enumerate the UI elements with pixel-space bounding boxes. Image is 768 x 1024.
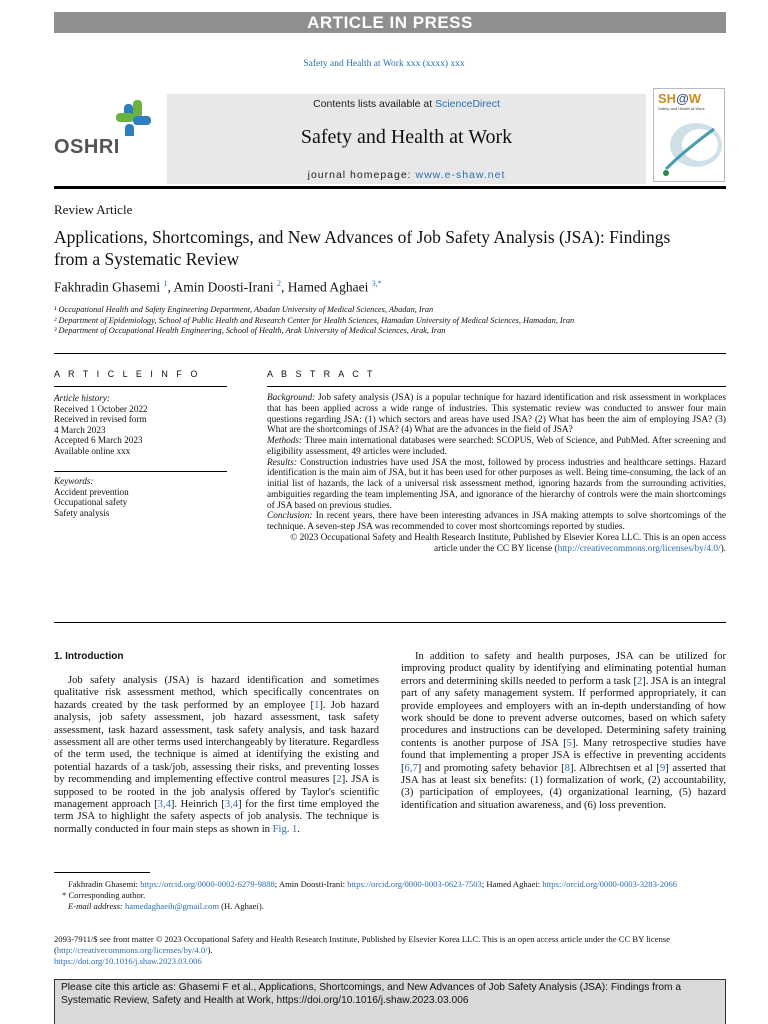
- intro-paragraph-right: [401, 651, 726, 812]
- footnotes: [54, 879, 726, 912]
- license-link[interactable]: http://creativecommons.org/licenses/by/4.0/: [557, 543, 721, 554]
- issn-license-link[interactable]: http://creativecommons.org/licenses/by/4.0/: [56, 945, 208, 955]
- cover-title-w: W: [688, 91, 702, 106]
- cover-title: [658, 91, 701, 106]
- abstract-methods: [267, 436, 726, 458]
- citation-link[interactable]: 9: [659, 762, 666, 774]
- section-heading-introduction: 1. Introduction: [54, 651, 124, 662]
- intro-text: ]. Heinrich [: [170, 799, 225, 811]
- homepage-line: [167, 169, 646, 181]
- orcid-link[interactable]: https://orcid.org/0000-0003-0623-7503: [347, 879, 482, 889]
- affiliations: [54, 305, 726, 337]
- affiliation: ² Department of Epidemiology, School of Public Health and Research Center for Health Sciences, Hamadan University of Medical Sciences, Hamadan, Iran: [54, 315, 575, 325]
- oshri-cross-icon: [54, 86, 164, 136]
- orcid-label: Fakhradin Ghasemi:: [68, 879, 141, 889]
- article-type: Review Article: [54, 202, 133, 217]
- author-affiliation-marker[interactable]: 3,*: [371, 279, 382, 288]
- homepage-prefix: journal homepage:: [307, 169, 416, 181]
- issn-text: 2093-7911/$ see front matter © 2023 Occupational Safety and Health Research Institute, Published by Elsevier Korea LLC. This is an open access article under the CC BY license (: [54, 934, 670, 955]
- methods-label: Methods:: [267, 436, 303, 446]
- article-in-press-banner: ARTICLE IN PRESS: [54, 12, 726, 33]
- intro-text: ]. Many retrospective studies have found that implementing a proper JSA is effective in preventing accidents [: [401, 737, 727, 774]
- cover-title-sh: SH: [658, 91, 677, 106]
- intro-text: ] for the first time employed the term JSA to highlight the safety aspects of job analysis. The technique is normally conducted in four main steps as shown in: [54, 799, 379, 835]
- orcid-label: ; Amin Doosti-Irani:: [274, 879, 348, 889]
- intro-text: ]. Job hazard analysis, job safety assessment, job hazard assessment, task safety assessment, task hazard assessment, task safety analysis, and task hazard assessment all are other terms used interchangeably by literature. Regardless of the term used, the technique is aimed at identifying the existing and potential hazards of a task/job, assessing their risks, and preventing losses by recommending and implementing effective control measures [: [54, 699, 379, 786]
- paper-title: Applications, Shortcomings, and New Advances of Job Safety Analysis (JSA): Findings from a Systematic Review: [54, 227, 671, 269]
- history-item: 4 March 2023: [54, 424, 106, 435]
- abstract-conclusion: [267, 511, 726, 533]
- author-affiliation-marker[interactable]: 1: [163, 279, 168, 288]
- orcid-label: ; Hamed Aghaei:: [481, 879, 543, 889]
- history-label: Article history:: [54, 393, 110, 403]
- email-line: [54, 901, 726, 912]
- keywords-label: Keywords:: [54, 476, 94, 486]
- masthead-divider: [54, 186, 726, 189]
- intro-text: Job safety analysis (JSA) is hazard identification and sometimes qualitative risk assessment method, which specifically concentrates on hazards created by the task performed by an employee [: [54, 675, 379, 711]
- conclusion-text: In recent years, there have been interesting advances in JSA making attempts to solve shortcomings of the technique. A seven-step JSA was recommended to cover most shortcomings reported by studies.: [267, 511, 726, 532]
- abstract-rule: [267, 386, 726, 387]
- sciencedirect-link[interactable]: ScienceDirect: [435, 98, 500, 110]
- intro-text: .: [297, 823, 300, 835]
- citation-link[interactable]: 5: [566, 737, 572, 749]
- background-text: Job safety analysis (JSA) is a popular technique for hazard identification and risk assessment in workplaces that has been applied across a wide range of industries. This systematic review was conducted to answer four main questions regarding JSA: (1) which sectors and areas have used JSA? (2) What has been the aim of employing JSA? (3) What are the shortcomings of JSA? (4) What are the advances in the field of JSA?: [267, 393, 726, 436]
- body-divider: [54, 622, 726, 623]
- front-matter-divider: [54, 353, 726, 354]
- conclusion-label: Conclusion:: [267, 511, 313, 522]
- affiliation: ³ Department of Occupational Health Engineering, School of Health, Arak University of Medical Sciences, Arak, Iran: [54, 326, 446, 335]
- abstract-body: [267, 393, 726, 554]
- figure-link[interactable]: Fig. 1: [272, 823, 298, 835]
- background-label: Background:: [267, 393, 316, 403]
- cite-this-article-box: Please cite this article as: Ghasemi F et al., Applications, Shortcomings, and New Advances of Job Safety Analysis (JSA): Findings from a Systematic Review, Safety and Health at Work, https://doi.org/10.1016/j.shaw.2023.03.006: [54, 979, 726, 1024]
- author-list: Fakhradin Ghasemi $^1$, Amin Doosti-Irani $^2$, Hamed Aghaei $^{3,*}$: [54, 279, 382, 295]
- keyword: Occupational safety: [54, 497, 128, 507]
- cover-subtitle: Safety and Health at Work: [658, 106, 705, 111]
- history-item: Available online xxx: [54, 445, 131, 456]
- history-item: Accepted 6 March 2023: [54, 435, 143, 445]
- journal-citation-link[interactable]: Safety and Health at Work xxx (xxxx) xxx: [303, 59, 465, 69]
- keywords: [54, 476, 227, 518]
- contents-line: [167, 98, 646, 110]
- keyword: Safety analysis: [54, 507, 110, 518]
- history-item: Received 1 October 2022: [54, 403, 148, 414]
- abstract-heading: A B S T R A C T: [267, 369, 376, 379]
- email-label: E-mail address:: [68, 901, 125, 911]
- citation-link[interactable]: 2: [336, 774, 342, 786]
- article-history: [54, 393, 227, 456]
- journal-title: Safety and Health at Work: [300, 126, 513, 148]
- copyright-end: ).: [720, 543, 726, 554]
- journal-masthead: [54, 88, 726, 184]
- author-affiliation-marker[interactable]: 2: [277, 279, 281, 288]
- author-name: Fakhradin Ghasemi: [54, 279, 161, 295]
- intro-text: ]. JSA is an integral part of any safety management system. If performed appropriately, it can provide employees and employers with an in-depth understanding of how work should be done to prevent adverse outcomes, based on which safety procedures and instructions can be developed. Determining safety training contents is another purpose of JSA [: [401, 675, 726, 749]
- intro-text: ]. Albrechtsen et al [: [569, 762, 660, 774]
- orcid-link[interactable]: https://orcid.org/0000-0002-6279-9888: [140, 879, 275, 889]
- keyword: Accident prevention: [54, 486, 129, 497]
- methods-text: Three main international databases were searched: SCOPUS, Web of Science, and PubMed. After screening and eligibility assessment, 49 articles were included.: [267, 436, 726, 457]
- citation-link[interactable]: 3,4: [224, 799, 239, 811]
- email-suffix: (H. Aghaei).: [219, 901, 264, 911]
- intro-text: ] asserted that JSA has at least six benefits: (1) formalization of work, (2) accountability, (3) participation of employees, (4) organizational learning, (5) hazard identification and situation awareness, and (6) loss prevention.: [401, 762, 726, 811]
- intro-text: ] and promoting safety behavior [: [417, 762, 565, 774]
- issn-line: [54, 934, 726, 956]
- email-link[interactable]: hamedaghaeih@gmail.com: [124, 901, 220, 911]
- citation-link[interactable]: 2: [637, 675, 643, 687]
- citation-link[interactable]: 8: [564, 762, 570, 774]
- citation-link[interactable]: 6,7: [404, 762, 418, 774]
- doi-link[interactable]: https://doi.org/10.1016/j.shaw.2023.03.006: [54, 956, 202, 966]
- oshri-logo[interactable]: [54, 112, 164, 162]
- oshri-logo-text: OSHRI: [54, 136, 120, 158]
- article-info-heading: A R T I C L E I N F O: [54, 369, 201, 379]
- history-item: Received in revised form: [54, 414, 147, 424]
- abstract-background: [267, 393, 726, 436]
- issn-end: ).: [207, 945, 213, 955]
- contents-prefix: Contents lists available at: [313, 98, 436, 110]
- corresponding-author-note: * Corresponding author.: [62, 890, 146, 900]
- abstract-results: [267, 458, 726, 512]
- abstract-copyright: [267, 533, 726, 555]
- journal-header-box: [167, 94, 646, 184]
- affiliation: ¹ Occupational Health and Safety Engineering Department, Abadan University of Medical Sciences, Abadan, Iran: [54, 305, 434, 314]
- cover-swirl-graphic: [654, 111, 724, 181]
- author-name: Amin Doosti-Irani: [173, 279, 274, 295]
- copyright-text: © 2023 Occupational Safety and Health Research Institute, Published by Elsevier Korea LLC. This is an open access article under the CC BY license (: [290, 532, 726, 554]
- intro-text: In addition to safety and health purposes, JSA can be utilized for improving product quality by identifying and eliminating potential human errors and determining skills needed to perform a task [: [401, 651, 726, 687]
- citation-link[interactable]: 1: [314, 699, 320, 711]
- homepage-link[interactable]: www.e-shaw.net: [415, 169, 506, 181]
- keywords-rule: [54, 471, 227, 472]
- article-info-rule: [54, 386, 227, 387]
- orcid-line: [54, 879, 726, 890]
- intro-text: ]. JSA is supposed to be rooted in the job analysis offered by Taylor's scientific management approach [: [54, 774, 379, 811]
- footnote-rule: [54, 872, 150, 873]
- results-text: Construction industries have used JSA the most, followed by process industries and healthcare settings. Hazard identification is the main aim of JSA, but it has been used for other purposes as well. Being time-consuming, the lack of an initial list of hazards, the lack of a universal risk assessment method, ignoring hazards from the surrounding activities, ambiguities regarding the team implementing JSA, and ignorance of the hierarchy of controls were the main shortcomings of JSA based on previous studies.: [267, 457, 726, 511]
- cover-title-at: @: [676, 91, 689, 106]
- journal-cover-thumbnail[interactable]: [653, 88, 725, 182]
- issn-block: [54, 934, 726, 967]
- orcid-link[interactable]: https://orcid.org/0000-0003-3283-2066: [542, 879, 677, 889]
- author-name: Hamed Aghaei: [287, 279, 369, 295]
- citation-link[interactable]: 3,4: [157, 799, 171, 811]
- results-label: Results:: [267, 457, 297, 468]
- intro-paragraph-left: [54, 675, 379, 836]
